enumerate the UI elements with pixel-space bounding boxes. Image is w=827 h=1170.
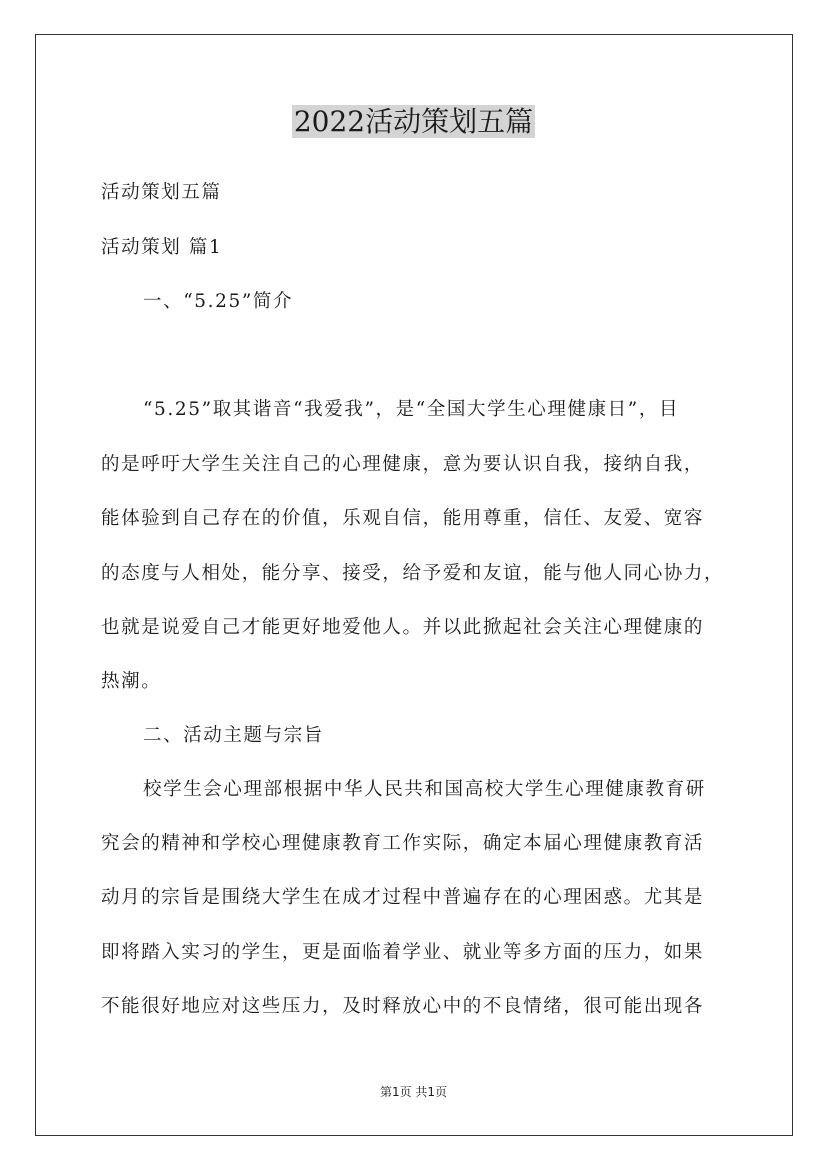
paragraph-line: 动月的宗旨是围绕大学生在成才过程中普遍存在的心理困惑。尤其是 [101,887,705,908]
heading-intro: 一、“5.25”简介 [143,291,294,312]
document-title-text: 2022活动策划五篇 [293,105,534,138]
page-footer: 第1页 共1页 [379,1085,448,1099]
paragraph-line: 校学生会心理部根据中华人民共和国高校大学生心理健康教育研 [143,779,706,800]
section-heading-line: 活动策划 篇1 [101,237,223,258]
paragraph-line: 的是呼吁大学生关注自己的心理健康，意为要认识自我，接纳自我， [101,454,705,475]
paragraph-line: 热潮。 [101,671,162,692]
document-title [0,102,827,142]
heading-theme: 二、活动主题与宗旨 [143,725,324,746]
paragraph-line: 的态度与人相处，能分享、接受，给予爱和友谊，能与他人同心协力， [101,563,725,584]
subtitle-line: 活动策划五篇 [101,182,222,203]
paragraph-line: 能体验到自己存在的价值，乐观自信，能用尊重，信任、友爱、宽容 [101,508,705,529]
paragraph-line: 也就是说爱自己才能更好地爱他人。并以此掀起社会关注心理健康的 [101,617,705,638]
paragraph-line: 即将踏入实习的学生，更是面临着学业、就业等多方面的压力，如果 [101,942,705,963]
paragraph-line: 不能很好地应对这些压力，及时释放心中的不良情绪，很可能出现各 [101,996,705,1017]
paragraph-line: “5.25”取其谐音“我爱我”，是“全国大学生心理健康日”，目 [143,399,680,420]
paragraph-line: 究会的精神和学校心理健康教育工作实际，确定本届心理健康教育活 [101,833,705,854]
